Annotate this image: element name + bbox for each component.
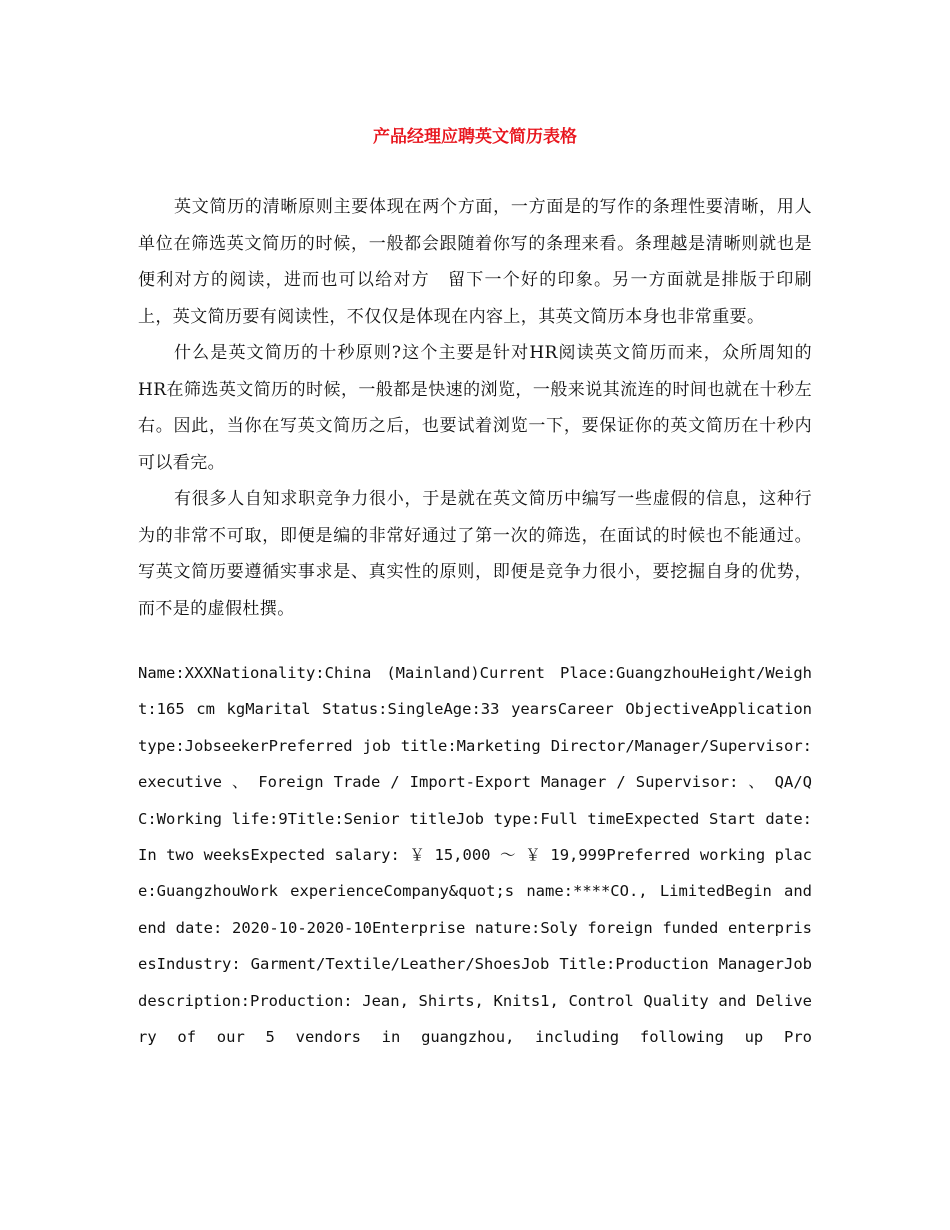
paragraph-clarity-principle: 英文简历的清晰原则主要体现在两个方面，一方面是的写作的条理性要清晰，用人单位在筛选英文简历的时候，一般都会跟随着你写的条理来看。条理越是清晰则就也是便利对方的阅读，进而也可以给对方 留下一个好的印象。另一方面就是排版于印刷上，英文简历要有阅读性，不仅仅是体现在内容上，其英文简历本身也非常重要。 [138,197,812,327]
intro-section [138,189,812,627]
paragraph-truthfulness-principle: 有很多人自知求职竞争力很小，于是就在英文简历中编写一些虚假的信息，这种行为的非常不可取，即便是编的非常好通过了第一次的筛选，在面试的时候也不能通过。写英文简历要遵循实事求是、真实性的原则，即便是竞争力很小，要挖掘自身的优势，而不是的虚假杜撰。 [138,489,812,619]
paragraph-ten-second-principle: 什么是英文简历的十秒原则?这个主要是针对HR阅读英文简历而来，众所周知的HR在筛选英文简历的时候，一般都是快速的浏览，一般来说其流连的时间也就在十秒左右。因此，当你在写英文简历之后，也要试着浏览一下，要保证你的英文简历在十秒内可以看完。 [138,343,812,473]
resume-sample-text: Name:XXXNationality:China (Mainland)Current Place:GuangzhouHeight/Weight:165 cm kgMarital Status:SingleAge:33 yearsCareer ObjectiveApplication type:JobseekerPreferred job title:Marketing Director/Manager/Supervisor: executive 、 Foreign Trade / Import-Export Manager / Supervisor: 、 QA/QC:Working life:9Title:Senior titleJob type:Full timeExpected Start date:In two weeksExpected salary: ￥ 15,000 ～ ￥ 19,999Preferred working place:GuangzhouWork experienceCompany&quot;s name:****CO., LimitedBegin and end date: 2020-10-2020-10Enterprise nature:Soly foreign funded enterprisesIndustry: Garment/Textile/Leather/ShoesJob Title:Production ManagerJob description:Production: Jean, Shirts, Knits1, Control Quality and Delivery of our 5 vendors in guangzhou, including following up Pro [138,664,812,1047]
document-title: 产品经理应聘英文简历表格 [373,127,577,147]
